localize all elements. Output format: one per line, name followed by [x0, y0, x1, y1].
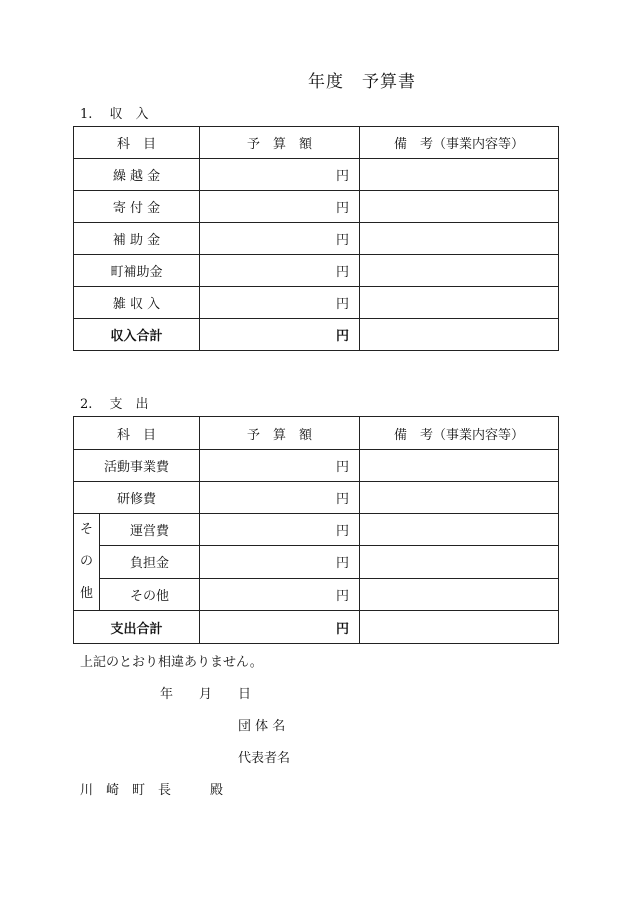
table-row [74, 578, 559, 610]
income-header-row [74, 127, 559, 159]
budget-cell[interactable]: 円 [200, 546, 360, 578]
statement-text: 上記のとおり相違ありません。 [80, 655, 263, 670]
total-label: 支出合計 [74, 611, 200, 644]
total-budget-cell[interactable]: 円 [200, 319, 360, 351]
row-item: 補 助 金 [74, 223, 200, 255]
budget-cell[interactable]: 円 [200, 450, 360, 482]
row-item: 寄 付 金 [74, 191, 200, 223]
table-row [74, 482, 559, 514]
remarks-cell[interactable] [360, 450, 559, 482]
remarks-cell[interactable] [360, 191, 559, 223]
table-row [74, 546, 559, 578]
budget-cell[interactable]: 円 [200, 578, 360, 610]
row-item: 負担金 [100, 546, 200, 578]
other-group-label [74, 514, 100, 611]
header-budget: 予 算 額 [200, 417, 360, 450]
expense-total-row [74, 611, 559, 644]
table-row [74, 255, 559, 287]
row-item: 運営費 [100, 514, 200, 546]
total-label: 収入合計 [74, 319, 200, 351]
remarks-cell[interactable] [360, 514, 559, 546]
header-item: 科 目 [74, 127, 200, 159]
table-row [74, 191, 559, 223]
other-label-char: の [79, 554, 93, 569]
budget-cell[interactable]: 円 [200, 159, 360, 191]
budget-cell[interactable]: 円 [200, 223, 360, 255]
document-title: 年度 予算書 [308, 72, 416, 92]
table-row [74, 223, 559, 255]
remarks-cell[interactable] [360, 287, 559, 319]
row-item: 町補助金 [74, 255, 200, 287]
row-item: 繰 越 金 [74, 159, 200, 191]
remarks-cell[interactable] [360, 578, 559, 610]
remarks-cell[interactable] [360, 611, 559, 644]
budget-cell[interactable]: 円 [200, 287, 360, 319]
row-item: その他 [100, 578, 200, 610]
table-row [74, 514, 559, 546]
table-row [74, 287, 559, 319]
header-remarks: 備 考（事業内容等） [360, 417, 559, 450]
row-item: 活動事業費 [74, 450, 200, 482]
income-table [73, 126, 559, 351]
header-item: 科 目 [74, 417, 200, 450]
budget-cell[interactable]: 円 [200, 191, 360, 223]
row-item: 雑 収 入 [74, 287, 200, 319]
remarks-cell[interactable] [360, 255, 559, 287]
income-heading: 1. 収 入 [80, 107, 149, 122]
header-budget: 予 算 額 [200, 127, 360, 159]
expense-heading: 2. 支 出 [80, 397, 149, 412]
remarks-cell[interactable] [360, 546, 559, 578]
total-budget-cell[interactable]: 円 [200, 611, 360, 644]
header-remarks: 備 考（事業内容等） [360, 127, 559, 159]
representative-name-label: 代表者名 [238, 751, 291, 766]
remarks-cell[interactable] [360, 223, 559, 255]
table-row [74, 159, 559, 191]
date-line: 年 月 日 [160, 687, 252, 702]
expense-table [73, 416, 559, 644]
budget-cell[interactable]: 円 [200, 255, 360, 287]
income-total-row [74, 319, 559, 351]
other-label-char: そ [79, 522, 93, 537]
expense-header-row [74, 417, 559, 450]
addressee-line: 川 崎 町 長 殿 [80, 783, 224, 798]
table-row [74, 450, 559, 482]
budget-cell[interactable]: 円 [200, 514, 360, 546]
remarks-cell[interactable] [360, 482, 559, 514]
organization-name-label: 団 体 名 [238, 719, 286, 734]
other-label-char: 他 [79, 586, 93, 601]
row-item: 研修費 [74, 482, 200, 514]
budget-cell[interactable]: 円 [200, 482, 360, 514]
remarks-cell[interactable] [360, 159, 559, 191]
remarks-cell[interactable] [360, 319, 559, 351]
